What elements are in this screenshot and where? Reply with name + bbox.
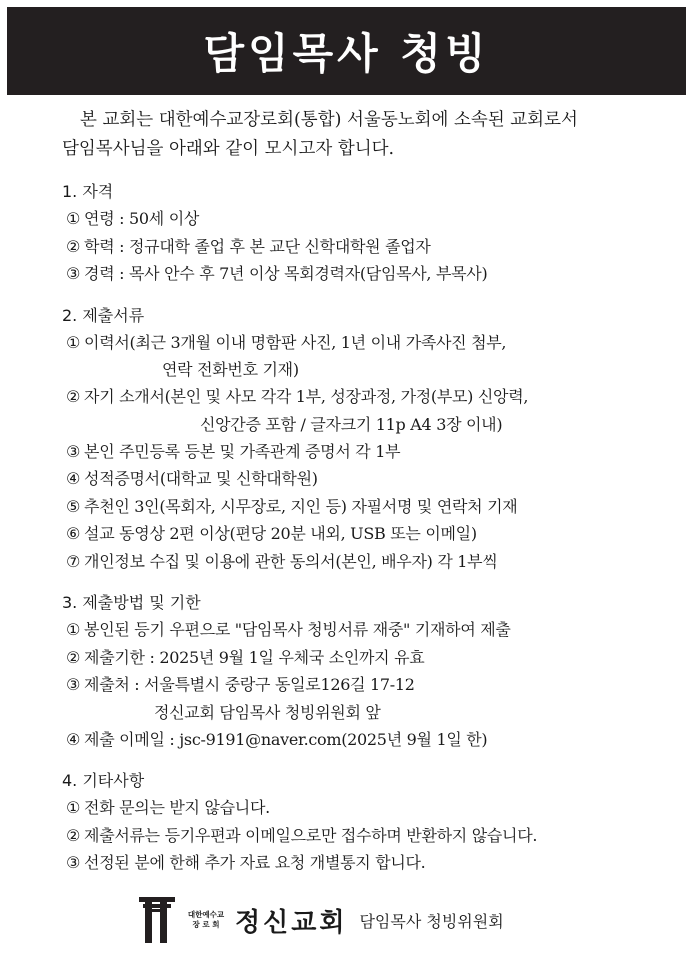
list-item [62,383,662,411]
list-item [62,794,662,822]
church-cross-logo-icon [137,895,177,945]
item-text: 개인정보 수집 및 이용에 관한 동의서(본인, 배우자) 각 1부씩 [84,551,498,571]
item-number: ① [66,620,81,639]
denomination-bottom: 장 로 회 [192,920,220,929]
item-number: ③ [66,853,81,872]
item-text: 경력 : 목사 안수 후 7년 이상 목회경력자(담임목사, 부목사) [84,264,488,283]
item-text: 제출서류는 등기우편과 이메일으로만 접수하며 반환하지 않습니다. [84,825,538,845]
page-title: 담임목사 청빙 [203,29,490,78]
item-number: ③ [66,675,81,694]
intro-line: 본 교회는 대한예수교장로회(통합) 서울동노회에 소속된 교회로서 [80,110,578,130]
intro-line: 담임목사님을 아래와 같이 모시고자 합니다. [62,139,395,159]
section-title: 2. 제출서류 [62,305,145,325]
item-number: ② [66,825,81,845]
title-banner [7,7,686,95]
item-text: 제출처 : 서울특별시 중랑구 동일로126길 17-12 [84,675,415,694]
list-item [62,520,662,548]
list-item [62,616,662,644]
intro-paragraph [62,106,662,164]
list-item [62,726,662,754]
item-number: ⑦ [66,551,81,571]
item-text: 선정된 분에 한해 추가 자료 요청 개별통지 합니다. [84,853,426,872]
denomination-top: 대한예수교 [187,910,225,919]
church-name: 정신교회 [235,907,348,938]
list-item [62,205,662,233]
item-text: 추천인 3인(목회자, 시무장로, 지인 등) 자필서명 및 연락처 기재 [84,496,518,516]
section-submission [62,589,662,753]
list-item [62,548,662,576]
item-text: 설교 동영상 2편 이상(편당 20분 내외, USB 또는 이메일) [84,524,477,543]
item-number: ① [66,798,81,817]
item-number: ④ [66,729,81,749]
item-text: 본인 주민등록 등본 및 가족관계 증명서 각 1부 [84,441,401,461]
item-number: ② [66,387,81,406]
item-text: 연령 : 50세 이상 [84,209,200,228]
section-title: 4. 기타사항 [62,771,145,790]
item-continuation: 신앙간증 포함 / 글자크기 11p A4 3장 이내) [200,414,503,434]
item-number: ⑤ [66,496,81,516]
item-number: ② [66,236,81,256]
item-text: 봉인된 등기 우편으로 "담임목사 청빙서류 재중" 기재하여 제출 [84,620,511,639]
list-item [62,822,662,850]
list-item [62,493,662,521]
item-continuation: 연락 전화번호 기재) [162,360,299,379]
item-number: ⑥ [66,524,81,543]
section-documents [62,302,662,576]
item-number: ① [66,209,81,228]
item-number: ④ [66,469,81,488]
list-item [62,671,662,699]
section-title: 1. 자격 [62,182,114,201]
item-text: 자기 소개서(본인 및 사모 각각 1부, 성장과정, 가정(부모) 신앙력, [84,387,529,406]
item-text: 이력서(최근 3개월 이내 명함판 사진, 1년 이내 가족사진 첨부, [84,332,507,352]
item-number: ③ [66,441,81,461]
notice-body [62,106,662,877]
item-number: ① [66,332,81,352]
list-item [62,233,662,261]
item-number: ③ [66,264,81,283]
list-item [62,465,662,493]
denomination-label [185,910,227,930]
church-signature [137,895,504,945]
committee-name: 담임목사 청빙위원회 [359,911,504,931]
item-text: 학력 : 정규대학 졸업 후 본 교단 신학대학원 졸업자 [84,236,431,256]
section-misc [62,767,662,877]
item-number: ② [66,647,81,667]
item-text: 전화 문의는 받지 않습니다. [84,798,270,817]
section-title: 3. 제출방법 및 기한 [62,593,201,612]
item-text: 성적증명서(대학교 및 신학대학원) [84,469,318,488]
list-item [62,849,662,877]
section-qualifications [62,178,662,288]
item-continuation: 정신교회 담임목사 청빙위원회 앞 [154,702,381,722]
list-item [62,260,662,288]
item-text: 제출기한 : 2025년 9월 1일 우체국 소인까지 유효 [84,647,425,667]
list-item [62,438,662,466]
list-item [62,644,662,672]
item-text: 제출 이메일 : jsc-9191@naver.com(2025년 9월 1일 한) [84,729,488,749]
list-item [62,329,662,357]
